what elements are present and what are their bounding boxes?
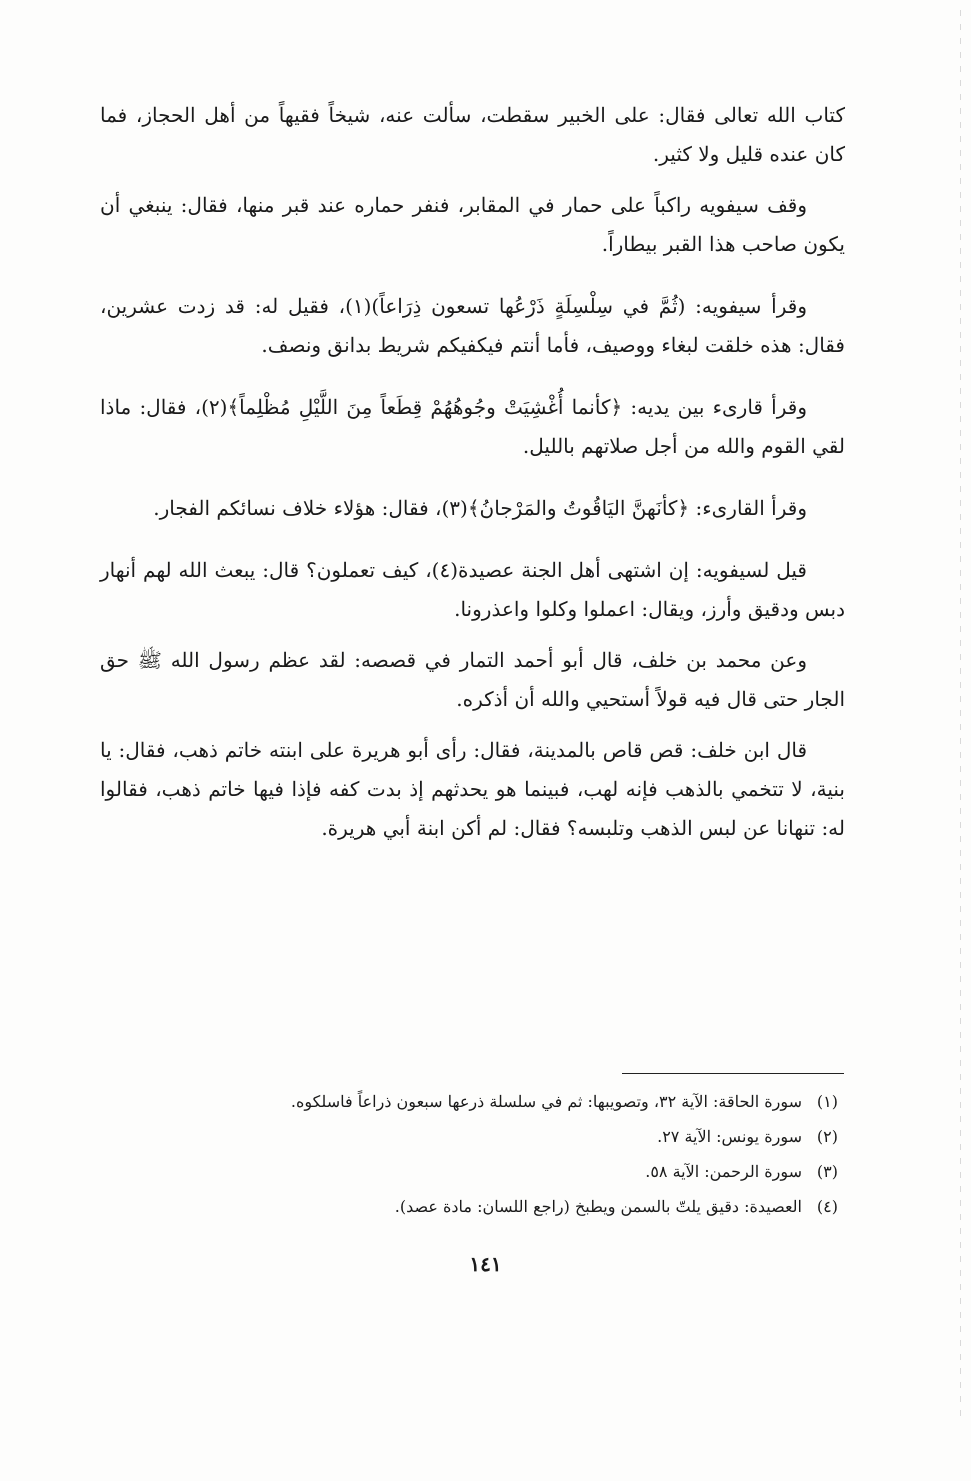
footnote-2 — [100, 1119, 838, 1154]
footnote-text: العصيدة: دقيق يلتّ بالسمن ويطبخ (راجع اللسان: مادة عصد). — [394, 1197, 802, 1216]
paragraph-4: وقرأ قارىء بين يديه: ﴿كأنما أُغْشِيَتْ وجُوهُهُمْ قِطَعاً مِنَ اللَّيْلِ مُظْلِماً﴾(٢)، فقال: ماذا لقي القوم والله من أجل صلاتهم بالليل. — [100, 395, 845, 458]
paragraph-7: وعن محمد بن خلف، قال أبو أحمد التمار في قصصه: لقد عظم رسول الله ﷺ حق الجار حتى قال فيه قولاً أستحيي والله أن أذكره. — [100, 648, 845, 711]
footnote-number: (١) — [816, 1092, 838, 1111]
paragraph-1: كتاب الله تعالى فقال: على الخبير سقطت، سألت عنه، شيخاً فقيهاً من أهل الحجاز، فما كان عنده قليل ولا كثير. — [100, 103, 845, 166]
footnotes — [100, 1084, 838, 1224]
footnote-4 — [100, 1189, 838, 1224]
footnote-number: (٢) — [816, 1127, 838, 1146]
footnote-text: سورة الحاقة: الآية ٣٢، وتصويبها: ثم في سلسلة ذرعها سبعون ذراعاً فاسلكوه. — [290, 1092, 802, 1111]
footnote-text: سورة يونس: الآية ٢٧. — [657, 1127, 802, 1146]
paragraph-8: قال ابن خلف: قص قاص بالمدينة، فقال: رأى أبو هريرة على ابنته خاتم ذهب، فقال: يا بنية، لا تتخمي بالذهب فإنه لهب، فبينما هو يحدثهم إذ بدت كفه فإذا فيها خاتم ذهب، فقالوا له: تنهانا عن لبس الذهب وتلبسه؟ فقال: لم أكن ابنة أبي هريرة. — [100, 738, 845, 840]
paragraph-3: وقرأ سيفويه: (ثُمَّ في سِلْسِلَةٍ ذَرْعُها تسعون ذِرَاعاً)(١)، فقيل له: قد زدت عشرين، فقال: هذه خلقت لبغاء ووصيف، فأما أنتم فيكفيكم شريط بدانق ونصف. — [100, 294, 845, 357]
footnote-3 — [100, 1154, 838, 1189]
footnote-text: سورة الرحمن: الآية ٥٨. — [645, 1162, 802, 1181]
paragraph-6: قيل لسيفويه: إن اشتهى أهل الجنة عصيدة(٤)، كيف تعملون؟ قال: يبعث الله لهم أنهار دبس ودقيق وأرز، ويقال: اعملوا وكلوا واعذرونا. — [100, 558, 845, 621]
page-number: ١٤١ — [469, 1252, 502, 1276]
main-text — [100, 96, 845, 871]
footnote-1 — [100, 1084, 838, 1119]
footnote-number: (٤) — [816, 1197, 838, 1216]
footnote-number: (٣) — [816, 1162, 838, 1181]
paragraph-2: وقف سيفويه راكباً على حمار في المقابر، فنفر حماره عند قبر منها، فقال: ينبغي أن يكون صاحب هذا القبر بيطاراً. — [100, 193, 845, 256]
footnote-divider — [622, 1073, 844, 1074]
paragraph-5: وقرأ القارىء: ﴿كأنَهنَّ اليَاقُوتُ والمَرْجانُ﴾(٣)، فقال: هؤلاء خلاف نسائكم الفجار. — [153, 496, 807, 520]
scan-edge-mark — [960, 10, 961, 1421]
